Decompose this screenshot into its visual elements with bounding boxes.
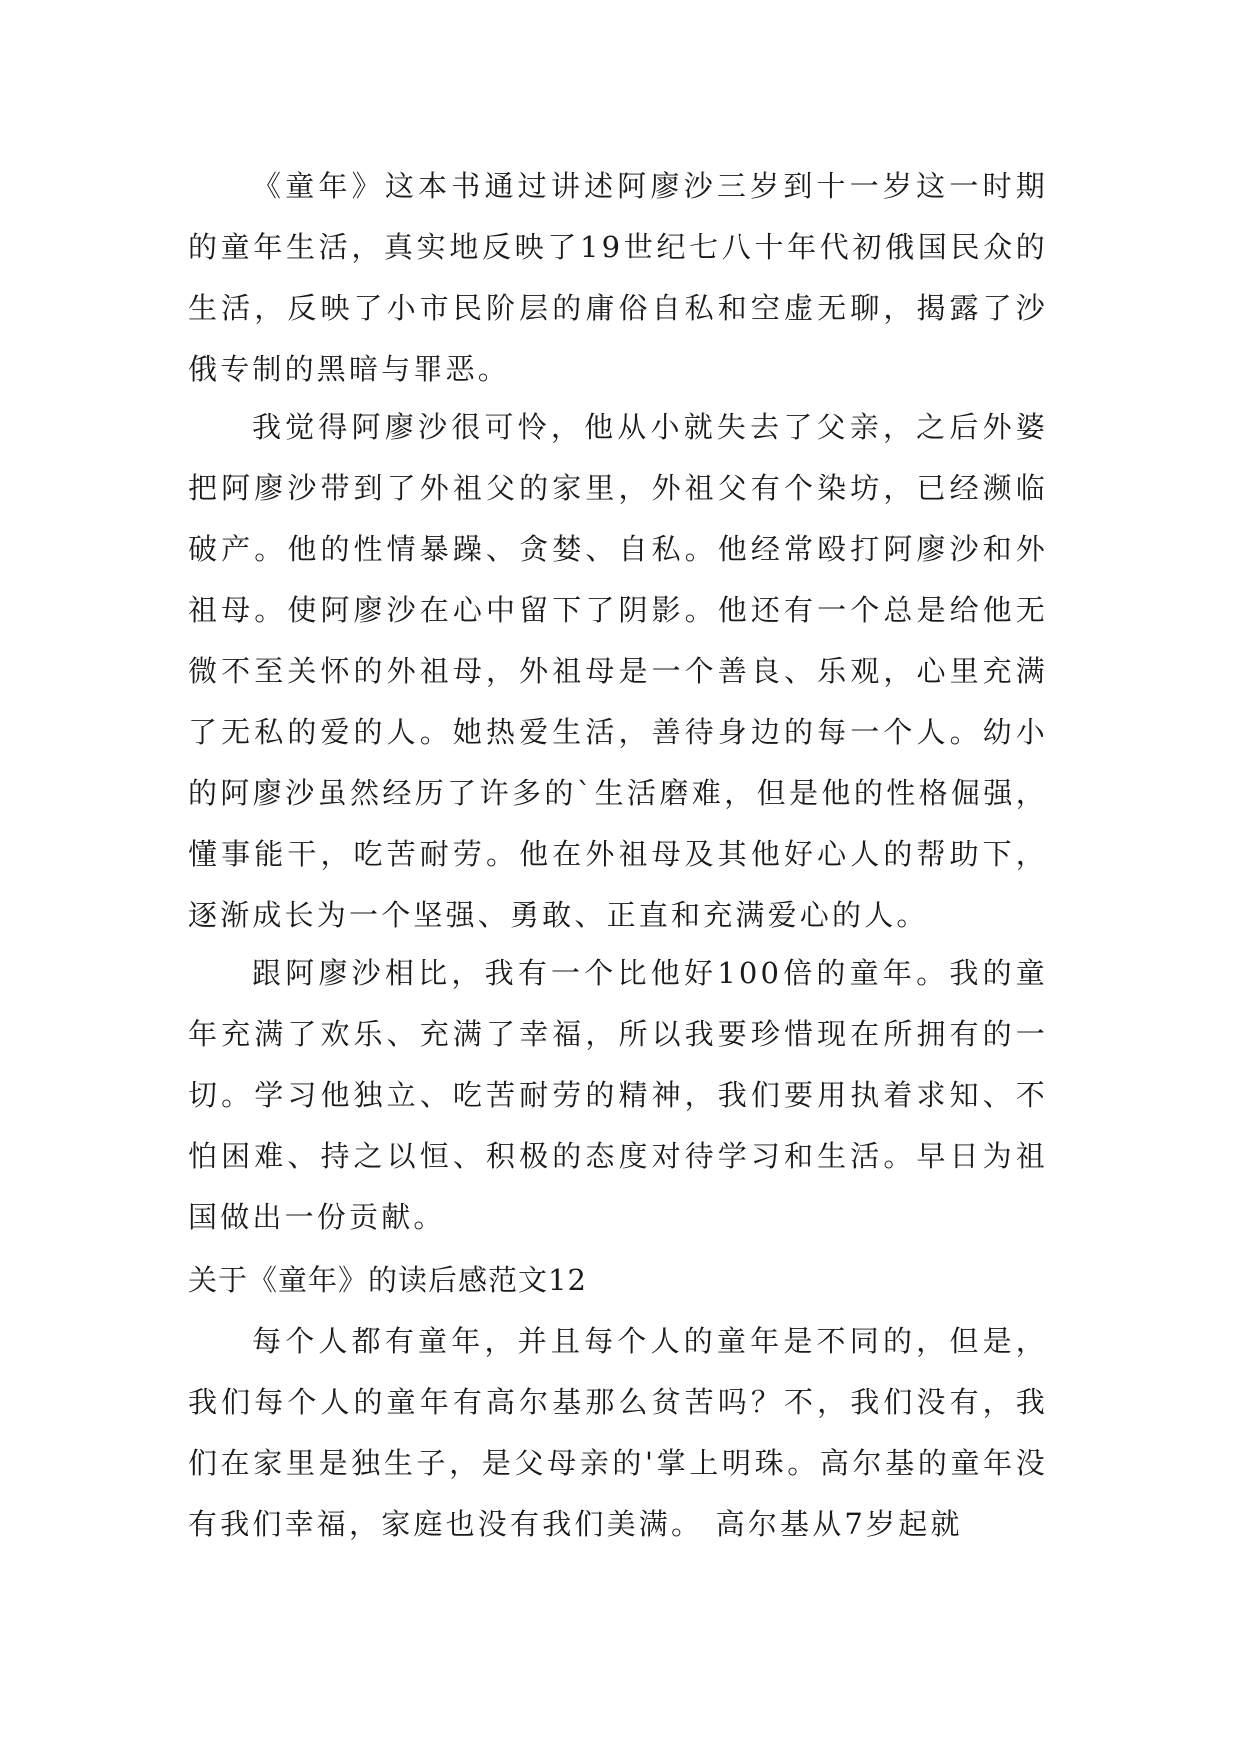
paragraph: 跟阿廖沙相比，我有一个比他好100倍的童年。我的童年充满了欢乐、充满了幸福，所以我要珍惜现在所拥有的一切。学习他独立、吃苦耐劳的精神，我们要用执着求知、不怕困难、持之以恒、积极的态度对待学习和生活。早日为祖国做出一份贡献。 [188, 956, 1048, 1234]
paragraph: 我觉得阿廖沙很可怜，他从小就失去了父亲，之后外婆把阿廖沙带到了外祖父的家里，外祖父有个染坊，已经濒临破产。他的性情暴躁、贪婪、自私。他经常殴打阿廖沙和外祖母。使阿廖沙在心中留下了阴影。他还有一个总是给他无微不至关怀的外祖母，外祖母是一个善良、乐观，心里充满了无私的爱的人。她热爱生活，善待身边的每一个人。幼小的阿廖沙虽然经历了许多的`生活磨难，但是他的性格倔强，懂事能干，吃苦耐劳。他在外祖母及其他好心人的帮助下，逐渐成长为一个坚强、勇敢、正直和充满爱心的人。 [188, 410, 1048, 932]
section-heading: 关于《童年》的读后感范文12 [188, 1263, 587, 1297]
paragraph: 每个人都有童年，并且每个人的童年是不同的，但是，我们每个人的童年有高尔基那么贫苦吗？不，我们没有，我们在家里是独生子，是父母亲的'掌上明珠。高尔基的童年没有我们幸福，家庭也没有我们美满。 高尔基从7岁起就 [188, 1324, 1048, 1541]
paragraph: 《童年》这本书通过讲述阿廖沙三岁到十一岁这一时期的童年生活，真实地反映了19世纪七八十年代初俄国民众的生活，反映了小市民阶层的庸俗自私和空虚无聊，揭露了沙俄专制的黑暗与罪恶。 [188, 169, 1048, 386]
